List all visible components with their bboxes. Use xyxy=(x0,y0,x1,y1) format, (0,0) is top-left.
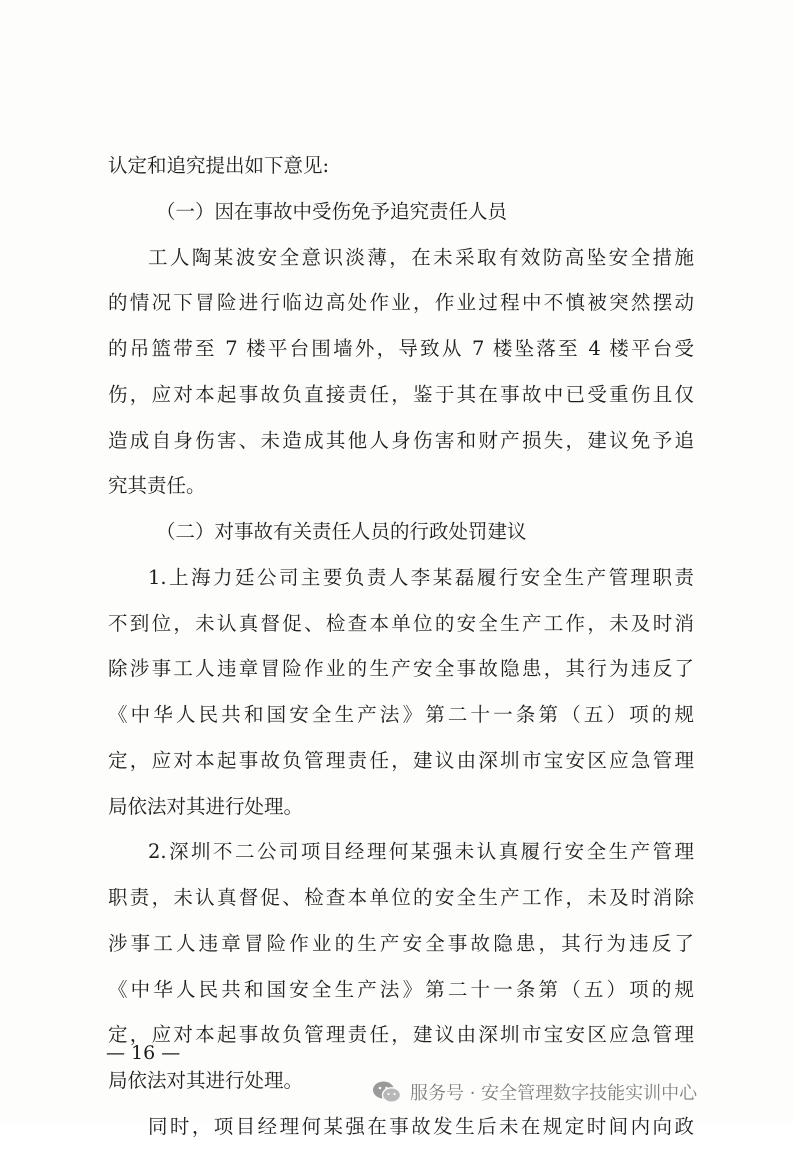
document-body xyxy=(108,143,694,1150)
page-number: — 16 — xyxy=(106,1042,181,1064)
body-line: 涉事工人违章冒险作业的生产安全事故隐患，其行为违反了 xyxy=(108,931,694,955)
body-line: 局依法对其进行处理。 xyxy=(108,1069,304,1092)
body-line: 定，应对本起事故负管理责任，建议由深圳市宝安区应急管理 xyxy=(108,748,694,772)
body-line: 究其责任。 xyxy=(108,474,206,498)
watermark xyxy=(372,1075,697,1109)
body-line: 认定和追究提出如下意见: xyxy=(108,154,330,177)
body-line: 同时，项目经理何某强在事故发生后未在规定时间内向政 xyxy=(148,1114,694,1138)
body-line: 伤，应对本起事故负直接责任，鉴于其在事故中已受重伤且仅 xyxy=(108,382,694,406)
body-line: 不到位，未认真督促、检查本单位的安全生产工作，未及时消 xyxy=(108,611,694,635)
body-line: 定，应对本起事故负管理责任，建议由深圳市宝安区应急管理 xyxy=(108,1023,694,1047)
body-line: 除涉事工人违章冒险作业的生产安全事故隐患，其行为违反了 xyxy=(108,657,694,681)
watermark-text: 服务号 · 安全管理数字技能实训中心 xyxy=(410,1083,698,1104)
body-line: 的情况下冒险进行临边高处作业，作业过程中不慎被突然摆动 xyxy=(108,291,694,315)
body-line: 局依法对其进行处理。 xyxy=(108,794,304,818)
section-heading: （二）对事故有关责任人员的行政处罚建议 xyxy=(156,520,527,543)
wechat-icon xyxy=(372,1080,402,1104)
body-line: 的吊篮带至 7 楼平台围墙外，导致从 7 楼坠落至 4 楼平台受 xyxy=(108,337,694,360)
body-line: 工人陶某波安全意识淡薄，在未采取有效防高坠安全措施 xyxy=(148,245,694,269)
body-line: 1.上海力廷公司主要负责人李某磊履行安全生产管理职责 xyxy=(148,565,694,589)
body-line: 《中华人民共和国安全生产法》第二十一条第（五）项的规 xyxy=(108,703,694,726)
body-line: 职责，未认真督促、检查本单位的安全生产工作，未及时消除 xyxy=(108,886,694,909)
body-line: 《中华人民共和国安全生产法》第二十一条第（五）项的规 xyxy=(108,977,694,1001)
section-heading: （一）因在事故中受伤免予追究责任人员 xyxy=(156,199,508,223)
body-line: 2.深圳不二公司项目经理何某强未认真履行安全生产管理 xyxy=(148,840,694,864)
body-line: 造成自身伤害、未造成其他人身伤害和财产损失，建议免予追 xyxy=(108,428,694,452)
